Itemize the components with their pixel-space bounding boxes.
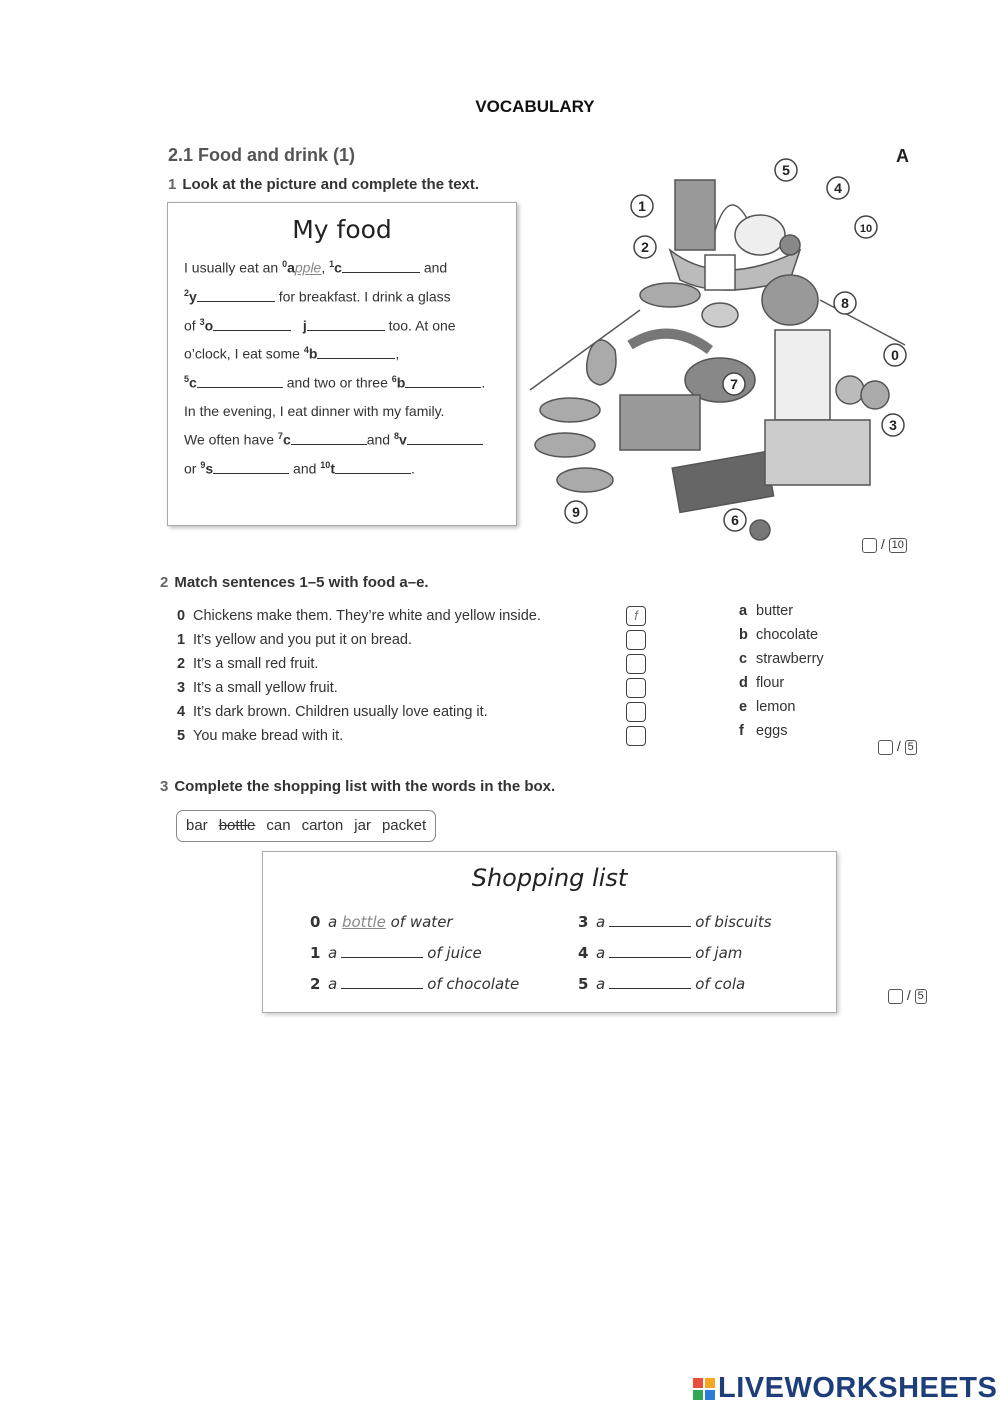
- strawberries: [640, 283, 700, 307]
- logo-square-1: [693, 1378, 703, 1388]
- sausage-2: [535, 433, 595, 457]
- word-bottle: bottle: [218, 817, 256, 834]
- ex2-number: 2: [160, 574, 169, 591]
- bananas: [630, 334, 710, 350]
- shop-item-0: 0 a bottle of water: [310, 913, 453, 931]
- tomato: [780, 235, 800, 255]
- cereal-box: [675, 180, 715, 250]
- page-title: VOCABULARY: [475, 97, 595, 116]
- food-option-a: a butter: [739, 603, 794, 619]
- ex3-score-box[interactable]: [888, 989, 903, 1004]
- ex1-score-total: 10: [889, 538, 907, 553]
- ex2-score-box[interactable]: [878, 740, 893, 755]
- text-line-7: We often have $^7$c and $^8$v: [184, 431, 483, 448]
- ex1-score-box[interactable]: [862, 538, 877, 553]
- word-packet: packet: [381, 817, 427, 834]
- ex3-number: 3: [160, 778, 169, 795]
- callout-label-10: 10: [859, 223, 873, 235]
- steak: [620, 395, 700, 450]
- apple-1: [836, 376, 864, 404]
- gap-5[interactable]: [197, 375, 283, 388]
- ex2-score: / 5: [878, 738, 917, 755]
- answer-box-4[interactable]: [626, 702, 646, 722]
- gap-10[interactable]: [335, 461, 411, 474]
- sausage-1: [540, 398, 600, 422]
- answer-box-0[interactable]: f: [626, 606, 646, 626]
- gap-8[interactable]: [407, 432, 483, 445]
- ex3-instruction: [160, 778, 555, 795]
- shopping-list-title: Shopping list: [471, 864, 628, 892]
- callout-label-5: 5: [782, 162, 790, 178]
- pasta: [765, 420, 870, 485]
- juice-carton: [775, 330, 830, 420]
- answer-box-2[interactable]: [626, 654, 646, 674]
- text-line-1: I usually eat an $^0$apple, $^1$c and: [184, 259, 448, 276]
- section-letter: A: [896, 146, 909, 166]
- food-option-e: e lemon: [739, 699, 796, 715]
- callout-label-6: 6: [731, 512, 739, 528]
- ex1-number: 1: [168, 176, 177, 193]
- text-line-8: or $^9$s and $^{10}$t .: [184, 460, 415, 477]
- shopping-list-card: [262, 851, 837, 1013]
- cabbage: [762, 275, 818, 325]
- shop-gap-2[interactable]: [341, 976, 423, 989]
- callout-label-2: 2: [641, 239, 649, 255]
- ex2-instruction-text: Match sentences 1–5 with food a–e.: [174, 574, 429, 591]
- sausage-3: [557, 468, 613, 492]
- food-option-c: c strawberry: [739, 651, 824, 667]
- apple-2: [861, 381, 889, 409]
- gap-1[interactable]: [342, 260, 420, 273]
- word-bar: bar: [186, 817, 208, 834]
- gap-3a[interactable]: [213, 318, 291, 331]
- food-option-f: f eggs: [739, 723, 788, 739]
- callout-label-9: 9: [572, 504, 580, 520]
- sentence-4: 4 It’s dark brown. Children usually love eating it.: [177, 704, 488, 720]
- gap-7[interactable]: [291, 432, 367, 445]
- callout-label-8: 8: [841, 295, 849, 311]
- section-title: 2.1 Food and drink (1): [168, 145, 356, 165]
- callout-label-4: 4: [834, 180, 842, 196]
- biscuits: [750, 520, 770, 540]
- ex1-instruction-text: Look at the picture and complete the text.: [182, 176, 480, 193]
- sentence-3: 3 It’s a small yellow fruit.: [177, 680, 338, 696]
- food-illustration: [520, 150, 920, 550]
- sentence-1: 1 It’s yellow and you put it on bread.: [177, 632, 412, 648]
- ex3-score-total: 5: [915, 989, 927, 1004]
- logo-square-2: [705, 1378, 715, 1388]
- ex2-instruction: [160, 574, 429, 591]
- text-line-5: $^5$c and two or three $^6$b .: [184, 374, 486, 391]
- ex3-instruction-text: Complete the shopping list with the words in the box.: [174, 778, 556, 795]
- sentence-2: 2 It’s a small red fruit.: [177, 656, 319, 672]
- gap-2[interactable]: [197, 289, 275, 302]
- chocolate-bar: [672, 452, 773, 513]
- word-carton: carton: [301, 817, 344, 834]
- shop-item-4: 4 a of jam: [578, 944, 743, 962]
- answer-box-3[interactable]: [626, 678, 646, 698]
- answer-0: pple: [294, 259, 322, 276]
- callout-label-7: 7: [730, 376, 738, 392]
- text-line-4: o’clock, I eat some $^4$b ,: [184, 345, 400, 362]
- logo-square-4: [705, 1390, 715, 1400]
- liveworksheets-logo: [692, 1372, 997, 1405]
- sentence-5: 5 You make bread with it.: [177, 728, 344, 744]
- word-jar: jar: [354, 817, 371, 834]
- callout-label-3: 3: [889, 417, 897, 433]
- text-line-6: In the evening, I eat dinner with my family.: [184, 403, 445, 419]
- gap-6[interactable]: [405, 375, 481, 388]
- callout-label-1: 1: [638, 198, 646, 214]
- gap-3b[interactable]: [307, 318, 385, 331]
- pear: [587, 340, 616, 385]
- yoghurt: [705, 255, 735, 290]
- bread: [735, 215, 785, 255]
- answer-box-1[interactable]: [626, 630, 646, 650]
- shop-item-5: 5 a of cola: [578, 975, 746, 993]
- shop-answer-0: bottle: [341, 913, 386, 931]
- ex1-score: / 10: [862, 536, 907, 553]
- shop-gap-5[interactable]: [609, 976, 691, 989]
- my-food-card: [167, 202, 517, 526]
- ex3-score: / 5: [888, 987, 927, 1004]
- shop-gap-3[interactable]: [609, 914, 691, 927]
- shop-item-1: 1 a of juice: [310, 944, 482, 962]
- shop-item-2: 2 a of chocolate: [310, 975, 520, 993]
- shop-gap-4[interactable]: [609, 945, 691, 958]
- shop-item-3: 3 a of biscuits: [578, 913, 772, 931]
- gap-4[interactable]: [317, 346, 395, 359]
- ex1-instruction: [168, 176, 479, 193]
- sentence-0: 0 Chickens make them. They’re white and yellow inside.: [177, 608, 541, 624]
- grapes: [702, 303, 738, 327]
- answer-box-5[interactable]: [626, 726, 646, 746]
- word-can: can: [266, 817, 291, 834]
- food-option-b: b chocolate: [739, 627, 819, 643]
- text-line-2: $^2$y for breakfast. I drink a glass: [184, 288, 451, 305]
- word-box: [176, 810, 436, 842]
- food-option-d: d flour: [739, 675, 785, 691]
- my-food-title: My food: [292, 215, 392, 244]
- gap-9[interactable]: [213, 461, 289, 474]
- liveworksheets-logo-text: LIVEWORKSHEETS: [718, 1372, 998, 1404]
- text-line-3: of $^3$o j too. At one: [184, 317, 456, 334]
- logo-square-3: [693, 1390, 703, 1400]
- shop-gap-1[interactable]: [341, 945, 423, 958]
- liveworksheets-logo-icon: [692, 1377, 716, 1401]
- callout-label-0: 0: [891, 347, 899, 363]
- ex2-score-total: 5: [905, 740, 917, 755]
